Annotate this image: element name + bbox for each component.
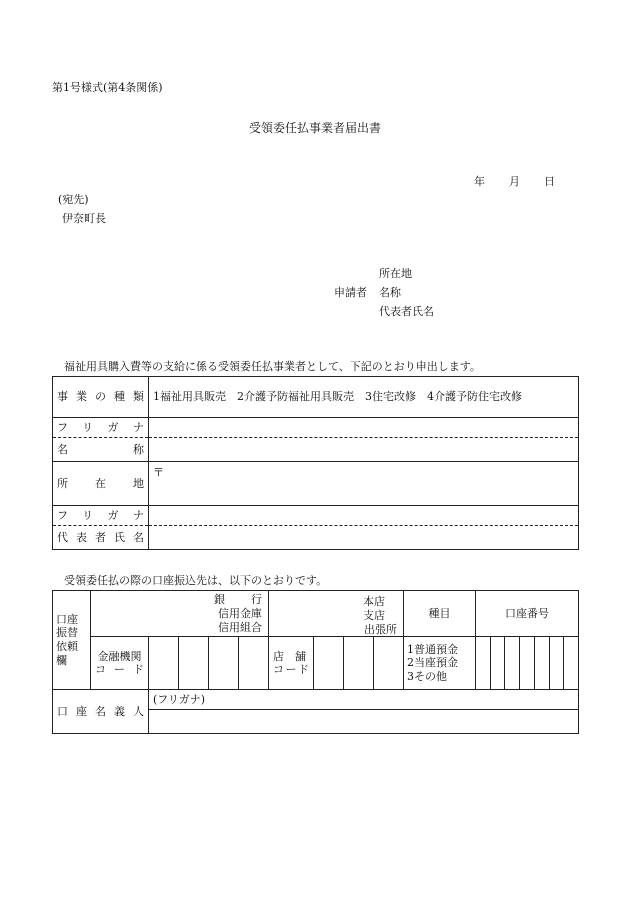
account-number-label: 口座番号 [476, 591, 579, 637]
account-number-digits[interactable] [476, 637, 579, 690]
account-digit-6[interactable] [549, 637, 564, 689]
applicant-representative-label: 代表者氏名 [379, 305, 434, 318]
date-day: 日 [544, 175, 555, 188]
account-holder-name-field[interactable] [149, 710, 579, 734]
bank-code-digit-3[interactable] [209, 637, 239, 690]
business-address-label: 所在地 [53, 462, 149, 506]
form-number: 第1号様式(第4条関係) [52, 81, 163, 94]
applicant-address-label: 所在地 [379, 267, 412, 280]
branch-name-field[interactable]: 本店 支店 出張所 [269, 591, 404, 637]
date-month: 月 [509, 175, 520, 188]
bank-code-label: 金融機関 コード [91, 637, 149, 690]
branch-code-digit-3[interactable] [374, 637, 404, 690]
intro-text: 福祉用具購入費等の支給に係る受領委任払事業者として、下記のとおり申出します。 [64, 360, 481, 373]
account-holder-label: 口座名義人 [53, 690, 149, 734]
account-type-label: 種目 [404, 591, 476, 637]
account-digit-5[interactable] [534, 637, 549, 689]
furigana2-field[interactable] [149, 506, 579, 526]
representative-field[interactable] [149, 526, 579, 550]
postal-mark: 〒 [153, 466, 164, 479]
representative-label: 代表者氏名 [53, 526, 149, 550]
applicant-name-label: 名称 [379, 286, 401, 299]
account-digit-1[interactable] [476, 637, 490, 689]
addressee-name: 伊奈町長 [62, 212, 106, 225]
furigana-label: フリガナ [53, 418, 149, 438]
branch-code-digit-1[interactable] [314, 637, 344, 690]
business-type-label: 事業の種類 [53, 377, 149, 418]
bank-code-digit-1[interactable] [149, 637, 179, 690]
document-title: 受領委任払事業者届出書 [248, 121, 381, 135]
intro2-text: 受領委任払の際の口座振込先は、以下のとおりです。 [64, 574, 328, 587]
account-digit-4[interactable] [519, 637, 534, 689]
transfer-request-section-label: 口座 振替 依頼 欄 [53, 591, 91, 690]
business-type-options: 1福祉用具販売 2介護予防福祉用具販売 3住宅改修 4介護予防住宅改修 [149, 377, 579, 418]
furigana-field[interactable] [149, 418, 579, 438]
bank-code-digit-2[interactable] [179, 637, 209, 690]
branch-code-label: 店 舗 コード [269, 637, 314, 690]
date-year: 年 [474, 175, 485, 188]
account-digit-3[interactable] [504, 637, 519, 689]
addressee-label: (宛先) [58, 193, 89, 206]
account-type-options[interactable]: 1普通預金 2当座預金 3その他 [404, 637, 476, 690]
business-name-field[interactable] [149, 438, 579, 462]
business-address-field[interactable] [149, 462, 579, 506]
holder-furigana-label: (フリガナ) [153, 692, 206, 706]
account-holder-furigana-field[interactable] [149, 690, 579, 710]
applicant-label: 申請者 [334, 286, 367, 299]
business-info-table [52, 376, 579, 550]
account-digit-7[interactable] [563, 637, 578, 689]
bank-name-field[interactable]: 銀 行 信用金庫 信用組合 [91, 591, 269, 637]
bank-account-table [52, 590, 579, 734]
bank-code-digit-4[interactable] [239, 637, 269, 690]
business-name-label: 名称 [53, 438, 149, 462]
branch-code-digit-2[interactable] [344, 637, 374, 690]
account-digit-2[interactable] [490, 637, 505, 689]
furigana2-label: フリガナ [53, 506, 149, 526]
